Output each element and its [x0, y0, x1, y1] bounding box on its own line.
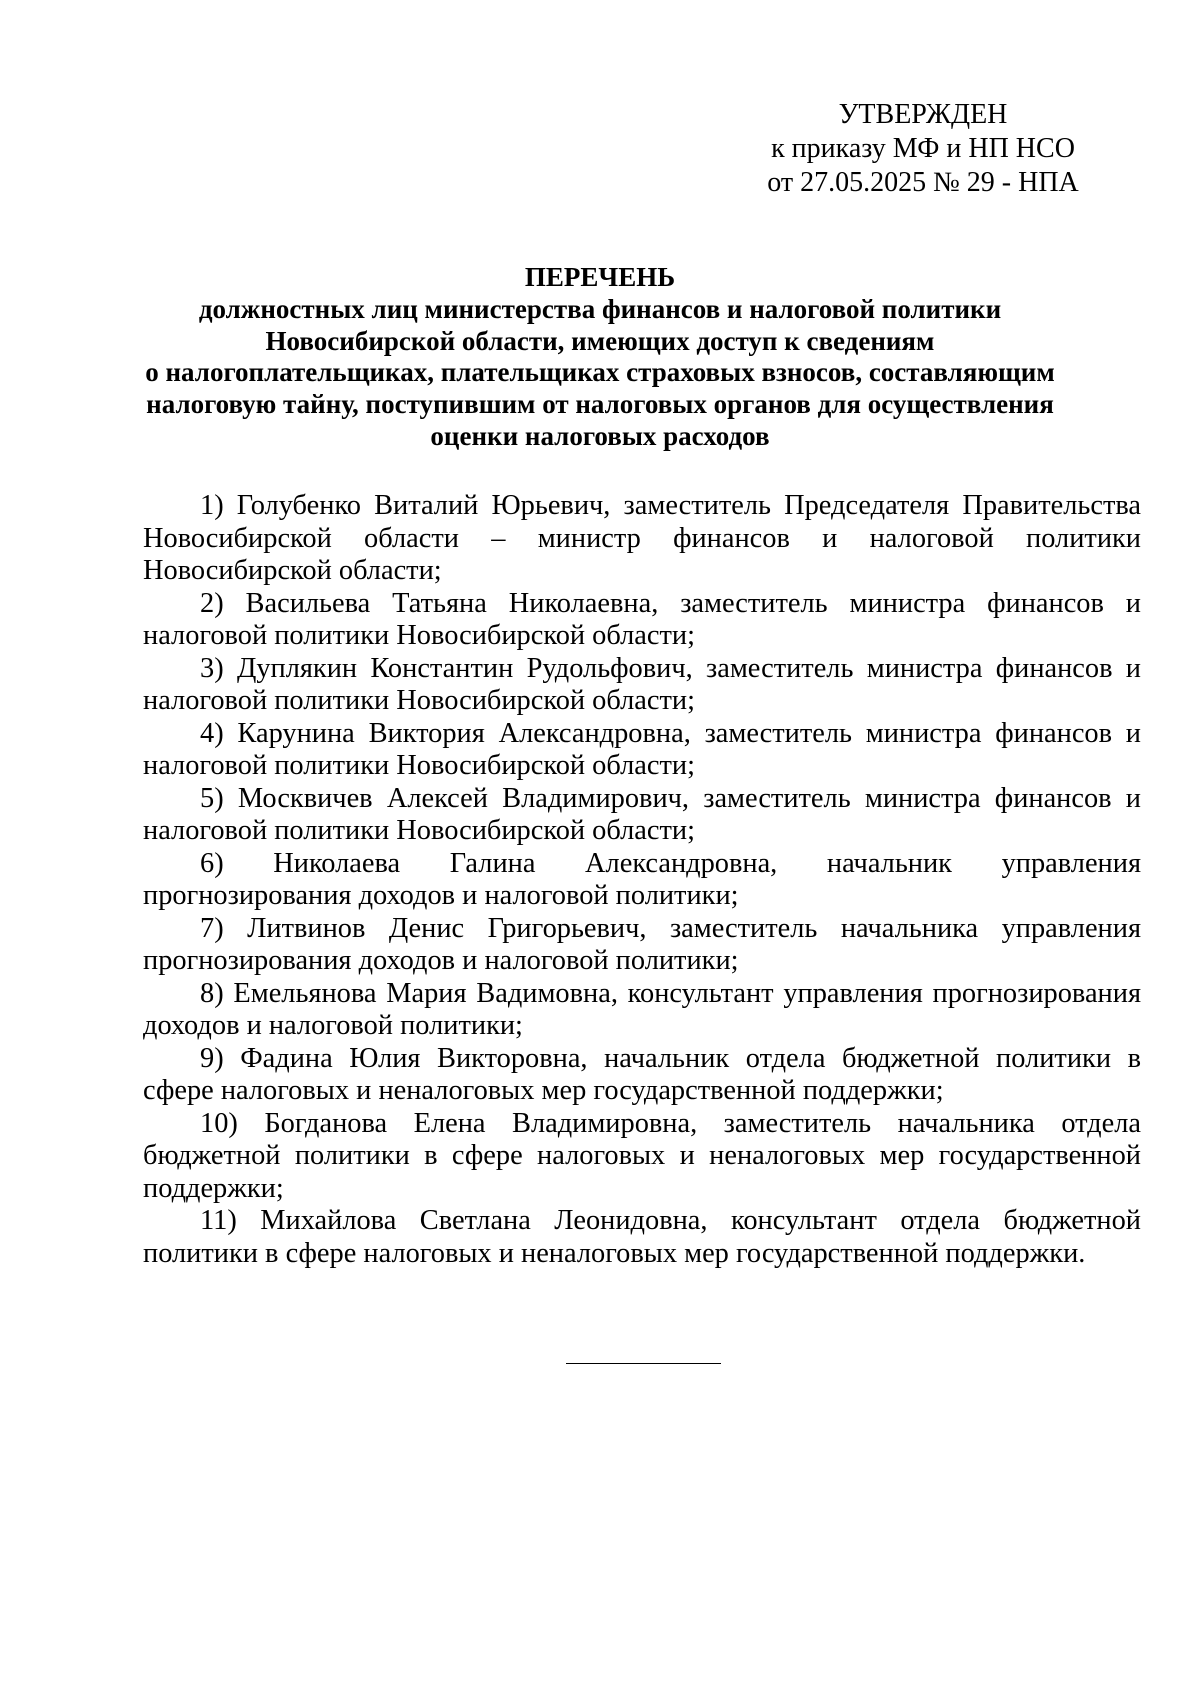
approval-stamp	[743, 98, 1103, 200]
end-divider-line	[566, 1363, 721, 1364]
list-item: 9) Фадина Юлия Викторовна, начальник отдела бюджетной политики в сфере налоговых и неналоговых мер государственной поддержки;	[143, 1042, 1141, 1106]
title-line: налоговую тайну, поступившим от налоговых органов для осуществления	[146, 389, 1054, 420]
officials-list	[143, 490, 1141, 1270]
list-item: 3) Дуплякин Константин Рудольфович, заместитель министра финансов и налоговой политики Новосибирской области;	[143, 652, 1141, 716]
list-item: 2) Васильева Татьяна Николаевна, заместитель министра финансов и налоговой политики Новосибирской области;	[143, 587, 1141, 651]
list-item: 10) Богданова Елена Владимировна, заместитель начальника отдела бюджетной политики в сфере налоговых и неналоговых мер государственной поддержки;	[143, 1107, 1141, 1204]
approval-order-date-number: от 27.05.2025 № 29 - НПА	[767, 167, 1079, 198]
approval-status: УТВЕРЖДЕН	[838, 99, 1008, 130]
list-item: 5) Москвичев Алексей Владимирович, заместитель министра финансов и налоговой политики Новосибирской области;	[143, 782, 1141, 846]
approval-order-reference: к приказу МФ и НП НСО	[771, 133, 1075, 164]
list-item: 11) Михайлова Светлана Леонидовна, консультант отдела бюджетной политики в сфере налоговых и неналоговых мер государственной поддержки.	[143, 1205, 1141, 1269]
title-line: Новосибирской области, имеющих доступ к сведениям	[265, 325, 935, 356]
list-item: 4) Карунина Виктория Александровна, заместитель министра финансов и налоговой политики Новосибирской области;	[143, 717, 1141, 781]
list-item: 6) Николаева Галина Александровна, начальник управления прогнозирования доходов и налоговой политики;	[143, 847, 1141, 911]
title-line: должностных лиц министерства финансов и налоговой политики	[198, 293, 1002, 324]
list-item: 8) Емельянова Мария Вадимовна, консультант управления прогнозирования доходов и налоговой политики;	[143, 977, 1141, 1041]
document-title	[140, 262, 1060, 453]
list-item: 1) Голубенко Виталий Юрьевич, заместитель Председателя Правительства Новосибирской области – министр финансов и налоговой политики Новосибирской области;	[143, 490, 1141, 586]
title-line: оценки налоговых расходов	[430, 420, 770, 451]
list-item: 7) Литвинов Денис Григорьевич, заместитель начальника управления прогнозирования доходов и налоговой политики;	[143, 912, 1141, 976]
title-heading: ПЕРЕЧЕНЬ	[524, 262, 676, 292]
title-line: о налогоплательщиках, плательщиках страховых взносов, составляющим	[145, 357, 1055, 388]
